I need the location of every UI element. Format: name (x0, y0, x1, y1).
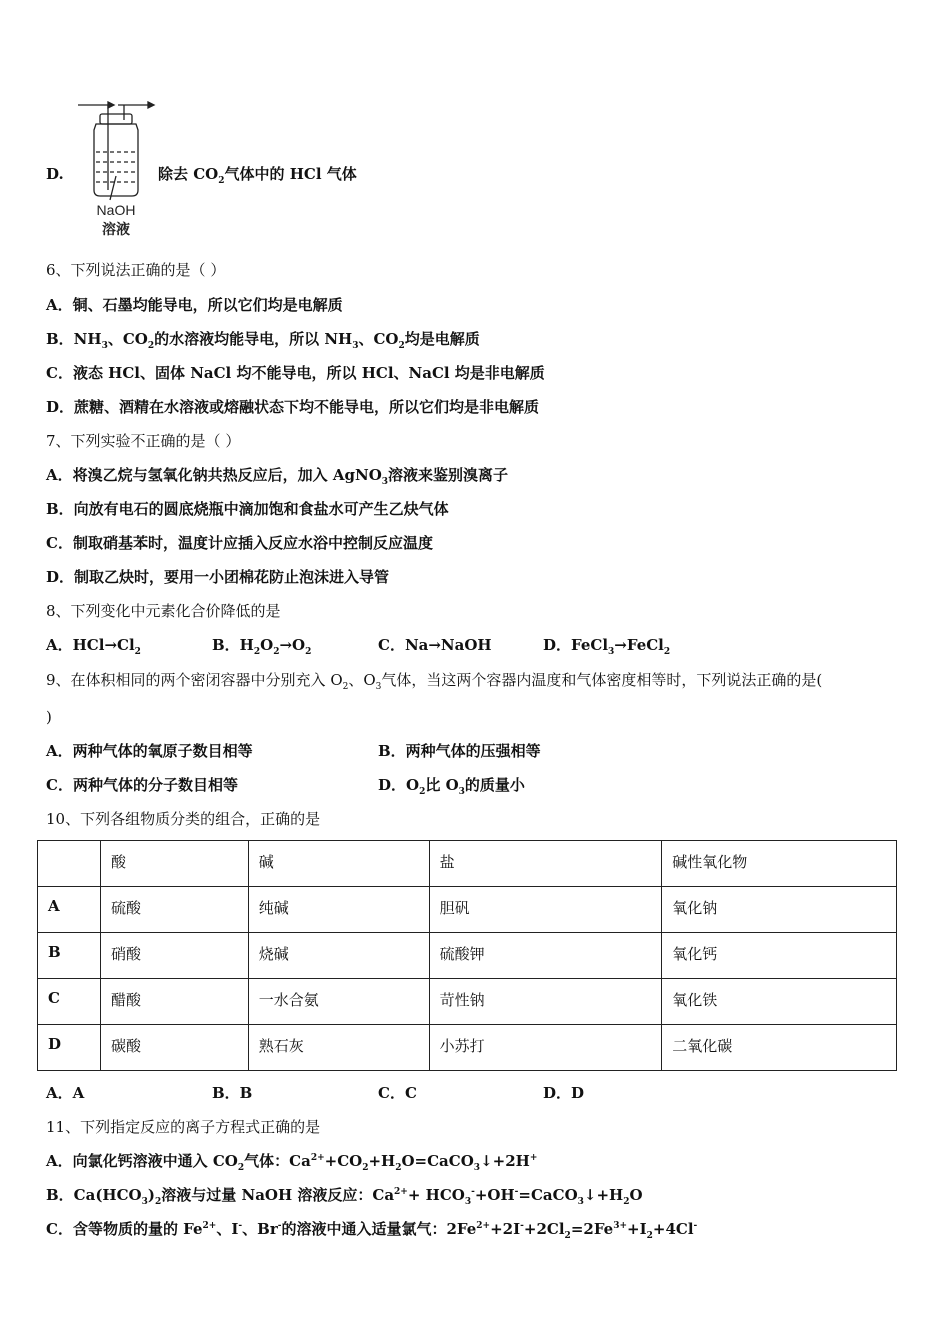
q11-option-b: B．$Ca(HCO_3)_2$溶液与过量 NaOH 溶液反应：$Ca^{2+}+$ $HCO_3^-+OH^-=CaCO_3↓+H_2O$ (46, 1186, 643, 1207)
q7-stem: 7、下列实验不正确的是（ ） (46, 432, 241, 450)
table-cell: 氧化铁 (662, 979, 897, 1025)
q8-option-c: C．Na→NaOH (378, 636, 492, 654)
q9-option-a: A．两种气体的氧原子数目相等 (46, 742, 253, 760)
table-cell: 纯碱 (248, 887, 429, 933)
q10-option-b: B．B (212, 1084, 253, 1102)
table-cell: A (38, 887, 101, 933)
table-cell: D (38, 1025, 101, 1071)
table-cell: 碳酸 (100, 1025, 248, 1071)
q10-stem: 10、下列各组物质分类的组合，正确的是 (46, 810, 321, 828)
table-row (38, 887, 897, 933)
table-cell: 一水合氨 (248, 979, 429, 1025)
q10-option-d: D．D (543, 1084, 585, 1102)
table-header-cell: 碱 (248, 841, 429, 887)
table-row (38, 979, 897, 1025)
q9-option-c: C．两种气体的分子数目相等 (46, 776, 238, 794)
gas-washing-bottle-figure (70, 98, 160, 243)
table-cell: B (38, 933, 101, 979)
q11-option-a: A．向氯化钙溶液中通入 $CO_2$气体：$Ca^{2+}+CO_2+H_2O=CaCO_3↓+2H^+$ (46, 1152, 538, 1173)
q6-option-b: B．$NH_3$、$CO_2$的水溶液均能导电，所以 $NH_3$、$CO_2$均是电解质 (46, 330, 480, 351)
table-row (38, 1025, 897, 1071)
q10-option-c: C．C (378, 1084, 417, 1102)
table-cell: 硫酸钾 (429, 933, 662, 979)
q8-option-a: A．$HCl\to Cl_2$ (46, 636, 141, 657)
figure-label-naoh: NaOH (96, 202, 136, 218)
table-cell: 二氧化碳 (662, 1025, 897, 1071)
table-cell: 胆矾 (429, 887, 662, 933)
table-cell: C (38, 979, 101, 1025)
table-cell: 熟石灰 (248, 1025, 429, 1071)
q7-option-c: C．制取硝基苯时，温度计应插入反应水浴中控制反应温度 (46, 534, 433, 552)
table-cell: 硝酸 (100, 933, 248, 979)
q8-option-b: B．$H_2O_2\to O_2$ (212, 636, 312, 657)
table-header-cell: 碱性氧化物 (662, 841, 897, 887)
q11-option-c: C．含等物质的量的 $Fe^{2+}$、I-、Br-的溶液中通入适量氯气：$2Fe^{2+}+2I^-+2Cl_2=2Fe^{3+}+I_2+4Cl^-$ (46, 1220, 698, 1241)
table-header-row (38, 841, 897, 887)
q9-option-d: D．$O_2$比 $O_3$的质量小 (378, 776, 525, 797)
table-cell: 硫酸 (100, 887, 248, 933)
table-row (38, 933, 897, 979)
table-cell: 苛性钠 (429, 979, 662, 1025)
q9-stem: 9、在体积相同的两个密闭容器中分别充入 $O_2$、$O_3$气体，当这两个容器内温度和气体密度相等时，下列说法正确的是( (46, 671, 823, 692)
q10-option-a: A．A (46, 1084, 85, 1102)
q7-option-b: B．向放有电石的圆底烧瓶中滴加饱和食盐水可产生乙炔气体 (46, 500, 449, 518)
table-cell: 氧化钙 (662, 933, 897, 979)
q5-option-d-letter: D. (46, 165, 64, 183)
q7-option-d: D．制取乙炔时，要用一小团棉花防止泡沫进入导管 (46, 568, 390, 586)
q6-option-d: D．蔗糖、酒精在水溶液或熔融状态下均不能导电，所以它们均是非电解质 (46, 398, 540, 416)
table-cell: 小苏打 (429, 1025, 662, 1071)
q8-option-d: D．FeCl$_3$→FeCl$_2$ (543, 636, 671, 657)
table-header-cell: 酸 (100, 841, 248, 887)
q9-option-b: B．两种气体的压强相等 (378, 742, 541, 760)
q9-stem-continued: ) (46, 708, 52, 726)
q7-option-a: A．将溴乙烷与氢氧化钠共热反应后，加入 AgNO$_3$溶液来鉴别溴离子 (46, 466, 509, 487)
table-header-cell (38, 841, 101, 887)
q6-option-a: A．铜、石墨均能导电，所以它们均是电解质 (46, 296, 343, 314)
q6-option-c: C．液态 HCl、固体 NaCl 均不能导电，所以 HCl、NaCl 均是非电解质 (46, 364, 545, 382)
q5-option-d-text: 除去 $CO_2$气体中的 HCl 气体 (158, 165, 357, 186)
q8-stem: 8、下列变化中元素化合价降低的是 (46, 602, 281, 620)
table-cell: 烧碱 (248, 933, 429, 979)
figure-label-solution: 溶液 (102, 222, 130, 238)
table-cell: 醋酸 (100, 979, 248, 1025)
q6-stem: 6、下列说法正确的是（ ） (46, 261, 226, 279)
table-cell: 氧化钠 (662, 887, 897, 933)
table-header-cell: 盐 (429, 841, 662, 887)
q11-stem: 11、下列指定反应的离子方程式正确的是 (46, 1118, 321, 1136)
classification-table (37, 840, 897, 1071)
